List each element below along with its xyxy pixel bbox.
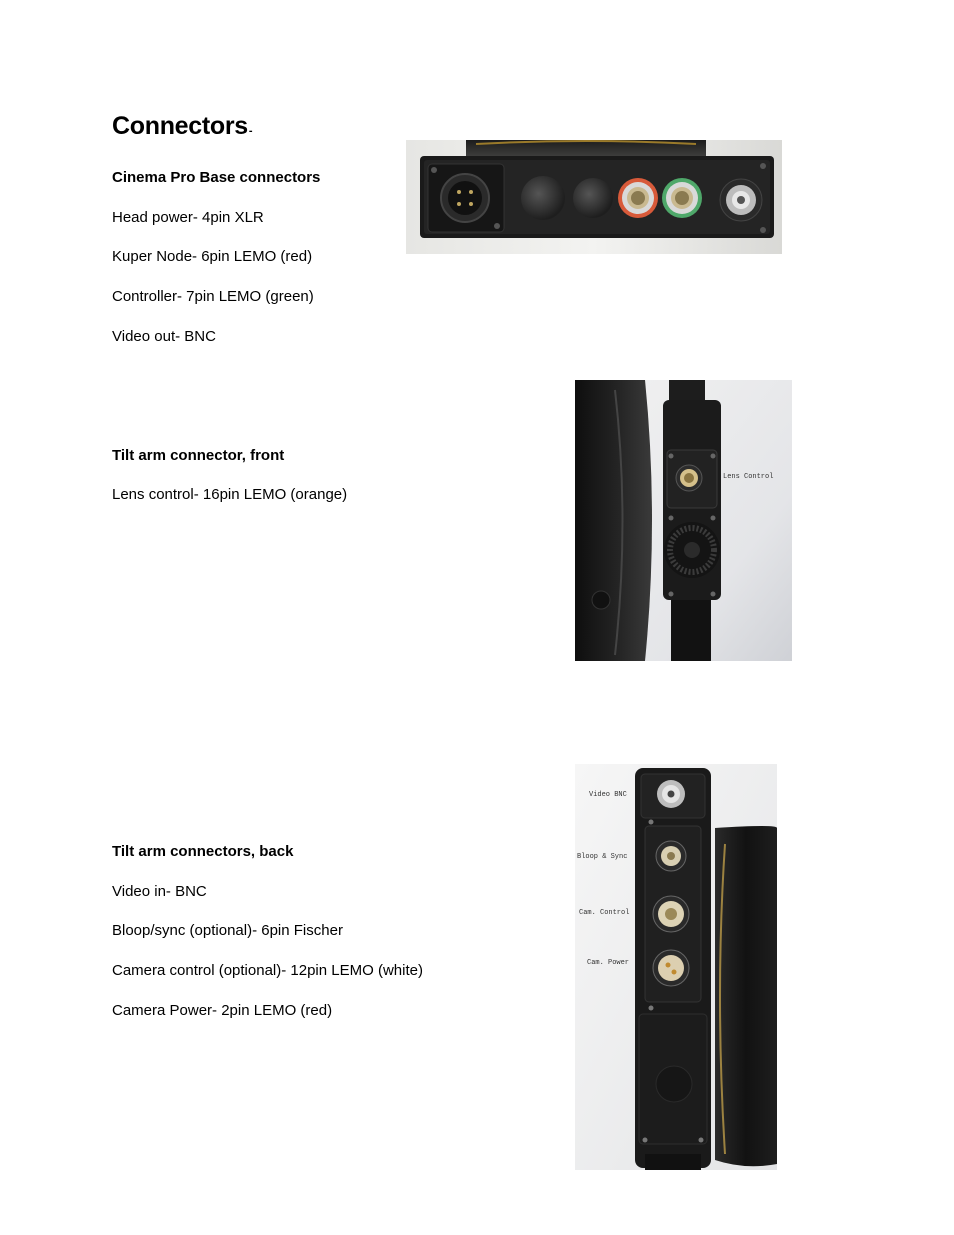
photo-label-lens-control: Lens Control — [723, 473, 774, 481]
tilt-arm-front-photo — [575, 380, 792, 661]
section-heading-tilt-back: Tilt arm connectors, back — [112, 843, 294, 860]
list-item: Video out- BNC — [112, 328, 216, 345]
list-item: Head power- 4pin XLR — [112, 209, 264, 226]
photo-label-video-bnc: Video BNC — [589, 791, 627, 799]
page-title — [112, 112, 252, 141]
list-item: Bloop/sync (optional)- 6pin Fischer — [112, 922, 343, 939]
base-connectors-illustration — [406, 140, 782, 254]
list-item: Camera Power- 2pin LEMO (red) — [112, 1002, 333, 1019]
section-heading-tilt-front: Tilt arm connector, front — [112, 447, 285, 464]
section-heading-base: Cinema Pro Base connectors — [112, 169, 321, 186]
tilt-arm-front-illustration — [575, 380, 792, 661]
page-title-suffix: - — [248, 125, 253, 137]
tilt-arm-back-photo — [575, 764, 777, 1170]
photo-label-cam-power: Cam. Power — [587, 959, 630, 967]
list-item: Camera control (optional)- 12pin LEMO (white) — [112, 962, 423, 979]
list-item: Lens control- 16pin LEMO (orange) — [112, 486, 348, 503]
list-item: Video in- BNC — [112, 883, 207, 900]
list-item: Kuper Node- 6pin LEMO (red) — [112, 248, 313, 265]
photo-label-bloop-sync: Bloop & Sync — [577, 853, 628, 861]
page-title-text: Connectors — [112, 112, 248, 140]
list-item: Controller- 7pin LEMO (green) — [112, 288, 314, 305]
photo-label-cam-control: Cam. Control — [579, 909, 630, 917]
base-connectors-photo — [406, 140, 782, 254]
tilt-arm-back-illustration — [575, 764, 777, 1170]
